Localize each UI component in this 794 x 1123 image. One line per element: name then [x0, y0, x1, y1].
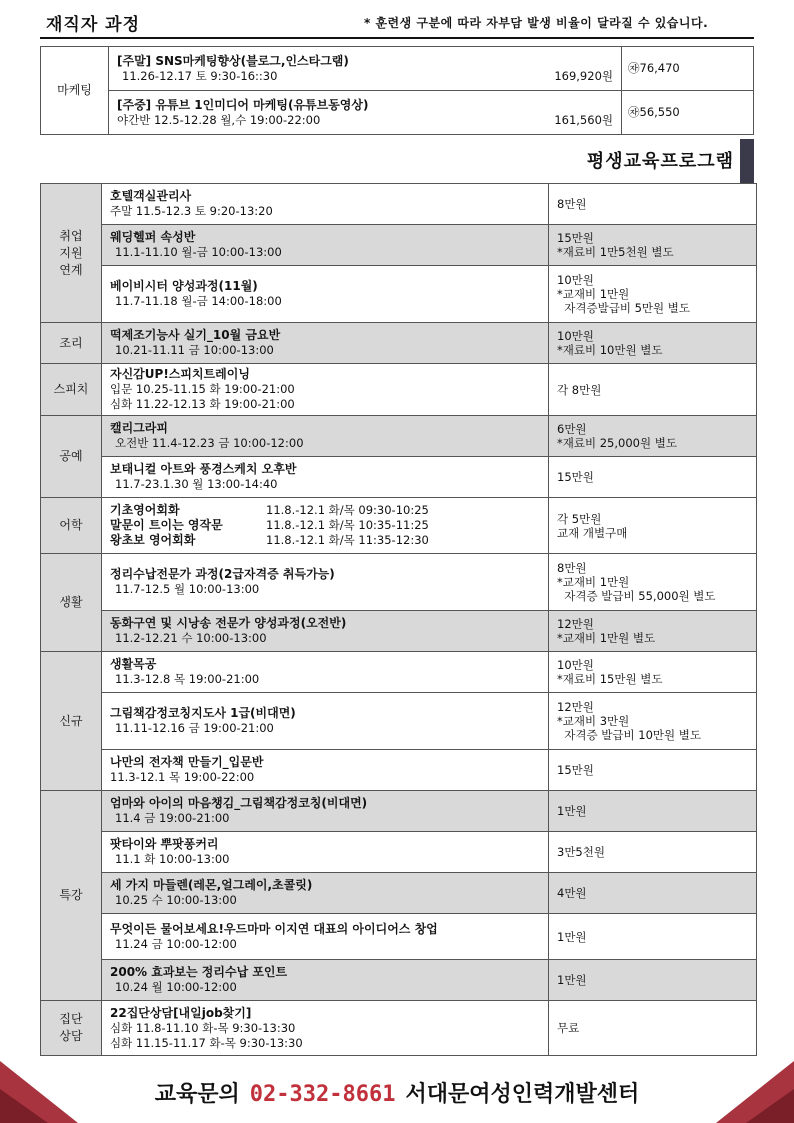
section-title-bar: [740, 139, 754, 183]
price-cell: [549, 750, 757, 791]
price-line: 1만원: [557, 973, 587, 987]
course-name: 웨딩헬퍼 속성반: [110, 230, 196, 244]
course-name: 호텔객실관리사: [110, 189, 192, 203]
price-line: 자격증 발급비 10만원 별도: [557, 728, 701, 742]
price-cell: [549, 416, 757, 457]
course-cell: [102, 498, 549, 554]
course-cell: [109, 91, 622, 135]
price-cell: [549, 498, 757, 554]
course-name: 말문이 트이는 영작문: [110, 518, 223, 532]
fee-note: * 훈련생 구분에 따라 자부담 발생 비율이 달라질 수 있습니다.: [364, 16, 709, 30]
course-schedule: 11.7-12.5 월 10:00-13:00: [115, 582, 260, 596]
course-price: 169,920원: [554, 68, 613, 83]
price-line: *재료비 25,000원 별도: [557, 436, 677, 450]
course-schedule: 야간반 12.5-12.28 월,수 19:00-22:00: [117, 112, 321, 127]
table-row: [41, 693, 757, 750]
price-line: *재료비 10만원 별도: [557, 343, 663, 357]
course-name: 기초영어회화: [110, 503, 180, 517]
course-schedule: 10.21-11.11 금 10:00-13:00: [115, 343, 274, 357]
course-schedule: 11.11-12.16 금 19:00-21:00: [115, 721, 274, 735]
course-name: 정리수납전문가 과정(2급자격증 취득가능): [110, 567, 335, 581]
price-line: 4만원: [557, 886, 587, 900]
table-row: [41, 554, 757, 611]
price-line: *교재비 1만원 별도: [557, 631, 656, 645]
course-schedule: 주말 11.5-12.3 토 9:20-13:20: [110, 204, 273, 218]
table-row: [41, 750, 757, 791]
course-schedule: 심화 11.8-11.10 화-목 9:30-13:30: [110, 1020, 296, 1035]
course-name: [주말] SNS마케팅향상(블로그,인스타그램): [117, 53, 349, 68]
course-cell: [102, 832, 549, 873]
course-schedule: 11.1 화 10:00-13:00: [115, 852, 230, 866]
course-name: 캘리그라피: [110, 421, 168, 435]
title-divider: [40, 37, 754, 39]
course-schedule: 11.8.-12.1 화/목 09:30-10:25: [266, 503, 429, 517]
course-schedule: 11.4 금 19:00-21:00: [115, 811, 230, 825]
price-line: 12만원: [557, 700, 594, 714]
table-row: [41, 914, 757, 960]
course-schedule: 입문 10.25-11.15 화 19:00-21:00: [110, 382, 295, 396]
price-line: 1만원: [557, 929, 587, 944]
course-schedule: 11.24 금 10:00-12:00: [115, 936, 237, 951]
course-name: [주중] 유튜브 1인미디어 마케팅(유튜브동영상): [117, 97, 369, 112]
course-schedule: 11.1-11.10 월-금 10:00-13:00: [115, 245, 282, 259]
category-cell: 조리: [41, 323, 102, 364]
table-row: [41, 652, 757, 693]
course-schedule: 11.7-11.18 월-금 14:00-18:00: [115, 294, 282, 308]
footer-phone: 02-332-8661: [249, 1082, 396, 1107]
category-cell: 신규: [41, 652, 102, 791]
price-line: 6만원: [557, 422, 587, 436]
course-cell: [102, 1001, 549, 1056]
self-pay-cell: ㉶76,470: [622, 47, 754, 91]
price-cell: [549, 266, 757, 323]
price-cell: [549, 914, 757, 960]
english-course: [110, 533, 540, 548]
price-cell: [549, 832, 757, 873]
table-row: [41, 416, 757, 457]
price-cell: [549, 873, 757, 914]
table-row: [41, 498, 757, 554]
category-cell: 생활: [41, 554, 102, 652]
price-line: 8만원: [557, 197, 587, 211]
contact-footer: [0, 1077, 794, 1108]
course-name: 왕초보 영어회화: [110, 533, 196, 547]
price-line: 각 5만원: [557, 511, 602, 526]
course-name: 무엇이든 물어보세요!우드마마 이지연 대표의 아이디어스 창업: [110, 921, 438, 936]
price-line: *교재비 1만원: [557, 287, 630, 301]
price-cell: [549, 1001, 757, 1056]
price-line: 무료: [557, 1021, 580, 1035]
course-name: 200% 효과보는 정리수납 포인트: [110, 965, 288, 979]
course-name: 생활목공: [110, 657, 157, 671]
course-cell: [102, 750, 549, 791]
price-line: 10만원: [557, 658, 594, 672]
price-cell: [549, 611, 757, 652]
course-cell: [102, 914, 549, 960]
price-cell: [549, 693, 757, 750]
price-line: 1만원: [557, 804, 587, 818]
table-row: [41, 457, 757, 498]
category-cell: 마케팅: [41, 47, 109, 135]
course-schedule: 심화 11.15-11.17 화-목 9:30-13:30: [110, 1035, 303, 1050]
section-title: 평생교육프로그램: [586, 151, 734, 172]
price-line: 각 8만원: [557, 382, 602, 397]
course-cell: [102, 266, 549, 323]
category-cell: 어학: [41, 498, 102, 554]
course-name: 그림책감정코칭지도사 1급(비대면): [110, 706, 296, 720]
course-schedule: 11.7-23.1.30 월 13:00-14:40: [115, 477, 278, 491]
course-name: 나만의 전자책 만들기_입문반: [110, 755, 264, 769]
table-row: [41, 91, 754, 135]
course-schedule: 11.3-12.1 목 19:00-22:00: [110, 770, 255, 784]
course-schedule: 11.8.-12.1 화/목 11:35-12:30: [266, 533, 429, 547]
program-table: [40, 183, 757, 1056]
course-schedule: 10.25 수 10:00-13:00: [115, 893, 237, 907]
course-name: 세 가지 마들렌(레몬,얼그레이,초콜릿): [110, 878, 313, 892]
course-name: 동화구연 및 시낭송 전문가 양성과정(오전반): [110, 616, 347, 630]
footer-prefix: 교육문의: [154, 1082, 240, 1107]
self-pay-cell: ㉶56,550: [622, 91, 754, 135]
course-cell: [102, 323, 549, 364]
course-cell: [102, 960, 549, 1001]
table-row: [41, 266, 757, 323]
table-row: [41, 184, 757, 225]
price-line: *재료비 1만5천원 별도: [557, 245, 674, 259]
course-schedule: 11.3-12.8 목 19:00-21:00: [115, 672, 260, 686]
course-cell: [102, 364, 549, 416]
course-name: 보태니컬 아트와 풍경스케치 오후반: [110, 462, 297, 476]
course-price: 161,560원: [554, 112, 613, 127]
price-cell: [549, 225, 757, 266]
price-cell: [549, 364, 757, 416]
page-title: 재직자 과정: [46, 15, 141, 35]
course-cell: [102, 652, 549, 693]
price-line: 3만5천원: [557, 845, 605, 859]
course-name: 엄마와 아이의 마음챙김_그림책감정코칭(비대면): [110, 796, 368, 810]
table-row: [41, 873, 757, 914]
course-cell: [102, 416, 549, 457]
english-course: [110, 503, 540, 518]
price-line: 자격증발급비 5만원 별도: [557, 301, 691, 315]
price-cell: [549, 652, 757, 693]
table-row: [41, 791, 757, 832]
footer-org: 서대문여성인력개발센터: [405, 1082, 640, 1107]
course-schedule: 오전반 11.4-12.23 금 10:00-12:00: [115, 436, 304, 450]
table-row: [41, 47, 754, 91]
price-line: 15만원: [557, 231, 594, 245]
course-schedule: 11.8.-12.1 화/목 10:35-11:25: [266, 518, 429, 532]
category-cell: 집단 상담: [41, 1001, 102, 1056]
course-cell: [102, 873, 549, 914]
category-cell: 특강: [41, 791, 102, 1001]
price-line: 자격증 발급비 55,000원 별도: [557, 589, 716, 603]
table-row: [41, 225, 757, 266]
course-schedule: 10.24 월 10:00-12:00: [115, 980, 237, 994]
course-cell: [102, 791, 549, 832]
price-line: 15만원: [557, 763, 594, 777]
table-row: [41, 323, 757, 364]
course-name: 자신감UP!스피치트레이닝: [110, 367, 250, 381]
course-name: 떡제조기능사 실기_10월 금요반: [110, 328, 281, 342]
price-line: *교재비 3만원: [557, 714, 630, 728]
price-line: 교재 개별구매: [557, 525, 628, 540]
course-schedule: 심화 11.22-12.13 화 19:00-21:00: [110, 397, 295, 411]
course-cell: [102, 457, 549, 498]
english-course: [110, 518, 540, 533]
course-schedule: 11.2-12.21 수 10:00-13:00: [115, 631, 267, 645]
table-row: [41, 611, 757, 652]
price-cell: [549, 791, 757, 832]
course-cell: [102, 554, 549, 611]
price-cell: [549, 554, 757, 611]
course-cell: [102, 184, 549, 225]
course-name: 22집단상담[내일job찾기]: [110, 1005, 252, 1020]
course-cell: [109, 47, 622, 91]
table-row: [41, 364, 757, 416]
price-line: 10만원: [557, 329, 594, 343]
course-cell: [102, 225, 549, 266]
table-row: [41, 960, 757, 1001]
course-name: 베이비시터 양성과정(11월): [110, 279, 258, 293]
category-cell: 취업 지원 연계: [41, 184, 102, 323]
table-row: [41, 832, 757, 873]
course-schedule: 11.26-12.17 토 9:30-16::30: [122, 68, 278, 83]
course-name: 팟타이와 뿌팟퐁커리: [110, 837, 219, 851]
price-line: *교재비 1만원: [557, 575, 630, 589]
price-cell: [549, 323, 757, 364]
price-line: *재료비 15만원 별도: [557, 672, 663, 686]
table-row: [41, 1001, 757, 1056]
price-line: 12만원: [557, 617, 594, 631]
price-cell: [549, 960, 757, 1001]
price-line: 8만원: [557, 561, 587, 575]
marketing-table: [40, 46, 754, 135]
price-line: 10만원: [557, 273, 594, 287]
course-cell: [102, 611, 549, 652]
price-cell: [549, 457, 757, 498]
category-cell: 스피치: [41, 364, 102, 416]
course-cell: [102, 693, 549, 750]
price-line: 15만원: [557, 470, 594, 484]
category-cell: 공예: [41, 416, 102, 498]
price-cell: [549, 184, 757, 225]
